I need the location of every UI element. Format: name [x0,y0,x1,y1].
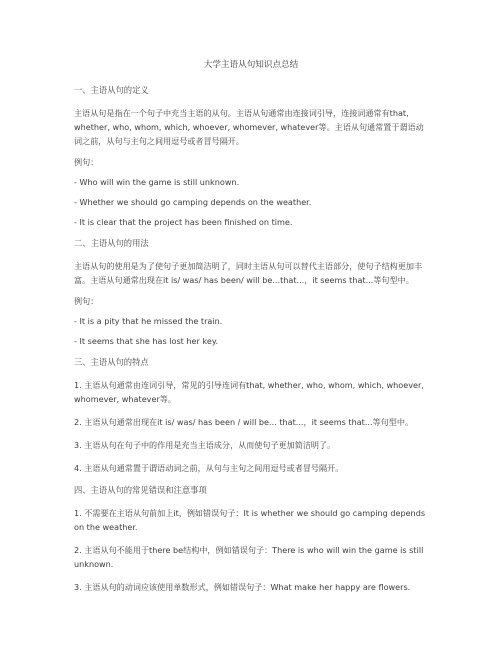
list-item: 2. 主语从句不能用于there be结构中，例如错误句子：There is who will win the game is still unknown. [74,545,424,569]
list-item: 1. 不需要在主语从句前加上it，例如错误句子：It is whether we should go camping depends on the weather. [74,508,426,532]
example-sentence: - Whether we should go camping depends on the weather. [74,197,312,207]
section-heading: 一、主语从句的定义 [74,85,149,95]
example-sentence: - It is clear that the project has been finished on time. [74,217,293,227]
section-usage [74,237,428,346]
section-features [74,356,428,475]
document-title: 大学主语从句知识点总结 [203,60,299,70]
list-item: 3. 主语从句在句子中的作用是充当主语成分，从而使句子更加简洁明了。 [74,440,336,450]
list-item: 4. 主语从句通常置于谓语动词之前，从句与主句之间用逗号或者冒号隔开。 [74,463,344,473]
list-item: 1. 主语从句通常由连词引导，常见的引导连词有that, whether, who, whom, which, whoever, whomever, whatever等。 [74,380,424,404]
section-errors [74,484,428,594]
list-item: 3. 主语从句的动词应该使用单数形式，例如错误句子：What make her happy are flowers. [74,582,411,592]
paragraph: 主语从句的使用是为了使句子更加简洁明了，同时主语从句可以替代主语部分，使句子结构更加丰富。主语从句通常出现在it is/ was/ has been/ will be...that...，it seems that...等句型中。 [74,261,423,285]
section-definition [74,84,428,227]
example-sentence: - It seems that she has lost her key. [74,336,219,346]
section-heading: 四、主语从句的常见错误和注意事项 [74,485,207,495]
example-label: 例句： [74,157,99,167]
paragraph: 主语从句是指在一个句子中充当主语的从句。主语从句通常由连接词引导，连接词通常有that, whether, who, whom, which, whoever, whomever, whatever等。主语从句通常置于谓语动词之前，从句与主句之间用逗号或者冒号隔开。 [74,108,424,146]
section-heading: 三、主语从句的特点 [74,357,149,367]
example-sentence: - It is a pity that he missed the train. [74,316,223,326]
example-label: 例句： [74,296,99,306]
list-item: 2. 主语从句通常出现在it is/ was/ has been / will be... that...，it seems that...等句型中。 [74,417,414,427]
section-heading: 二、主语从句的用法 [74,238,149,248]
example-sentence: - Who will win the game is still unknown. [74,177,240,187]
